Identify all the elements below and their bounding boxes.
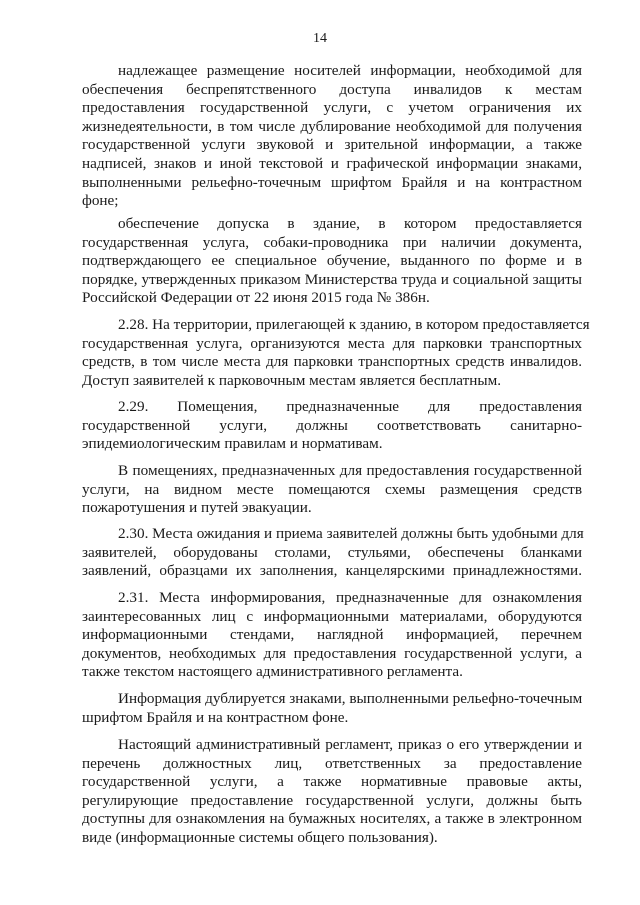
text-line: фоне; — [82, 192, 119, 210]
text-line: услуги, на видном месте помещаются схемы размещения средств — [82, 480, 582, 498]
text-line: доступны для ознакомления на бумажных носителях, а также в электронном — [82, 810, 582, 828]
text-line: виде (информационные системы общего пользования). — [82, 829, 438, 846]
text-line: Информация дублируется знаками, выполненными рельефно-точечным — [118, 690, 583, 707]
text-line: заинтересованных лиц с информационными материалами, оборудуются — [82, 607, 582, 625]
text-line: жизнедеятельности, в том числе дублирование необходимой для получения — [82, 117, 582, 135]
text-line: Доступ заявителей к парковочным местам является бесплатным. — [82, 371, 502, 389]
text-line: надлежащее размещение носителей информации, необходимой для — [118, 62, 582, 79]
text-line: государственной услуги, должны соответствовать санитарно- — [82, 416, 582, 434]
text-line: также текстом настоящего административного регламента. — [82, 663, 463, 681]
text-line: 2.29. Помещения, предназначенные для предоставления — [118, 398, 582, 415]
text-line: 2.30. Места ожидания и приема заявителей должны быть удобными для — [118, 525, 584, 542]
text-line: перечень должностных лиц, ответственных за предоставление — [82, 754, 582, 772]
text-line: надписей, знаков и иной текстовой и графической информации знаками, — [82, 155, 582, 172]
text-line: средств, в том числе места для парковки транспортных средств инвалидов. — [82, 353, 582, 371]
text-line: 2.31. Места информирования, предназначенные для ознакомления — [118, 589, 582, 606]
text-line: государственная услуга, собаки-проводника при наличии документа, — [82, 233, 582, 251]
text-line: подтверждающего ее специальное обучение, выданного по форме и в — [82, 252, 582, 269]
text-line: заявлений, образцами их заполнения, канцелярскими принадлежностями. — [82, 562, 582, 580]
text-line: 2.28. На территории, прилегающей к зданию, в котором предоставляется — [118, 316, 590, 333]
page-number: 14 — [313, 31, 327, 46]
text-line: эпидемиологическим правилам и нормативам. — [82, 435, 383, 453]
text-line: предоставления государственной услуги, с учетом ограничения их — [82, 99, 582, 117]
text-line: пожаротушения и путей эвакуации. — [82, 499, 312, 517]
text-line: информационными стендами, наглядной информацией, перечнем — [82, 626, 582, 644]
text-line: порядке, утвержденных приказом Министерства труда и социальной защиты — [82, 270, 582, 288]
text-line: обеспечение допуска в здание, в котором предоставляется — [118, 215, 582, 232]
text-line: государственной услуги звуковой и зрительной информации, а также — [82, 136, 582, 154]
text-line: регулирующие предоставление государственной услуги, должны быть — [82, 791, 582, 809]
text-line: выполненными рельефно-точечным шрифтом Брайля и на контрастном — [82, 173, 582, 191]
text-line: шрифтом Брайля и на контрастном фоне. — [82, 708, 349, 726]
text-line: документов, необходимых для предоставления государственной услуги, а — [82, 644, 582, 662]
text-line: Настоящий административный регламент, приказ о его утверждении и — [118, 736, 582, 753]
text-line: обеспечения беспрепятственного доступа инвалидов к местам — [82, 80, 582, 98]
text-line: Российской Федерации от 22 июня 2015 года № 386н. — [82, 289, 430, 306]
text-line: государственная услуга, организуются места для парковки транспортных — [82, 334, 582, 352]
text-line: В помещениях, предназначенных для предоставления государственной — [118, 462, 582, 479]
text-line: заявителей, оборудованы столами, стульями, обеспечены бланками — [82, 543, 582, 561]
text-line: государственной услуги, а также нормативные правовые акты, — [82, 773, 582, 791]
